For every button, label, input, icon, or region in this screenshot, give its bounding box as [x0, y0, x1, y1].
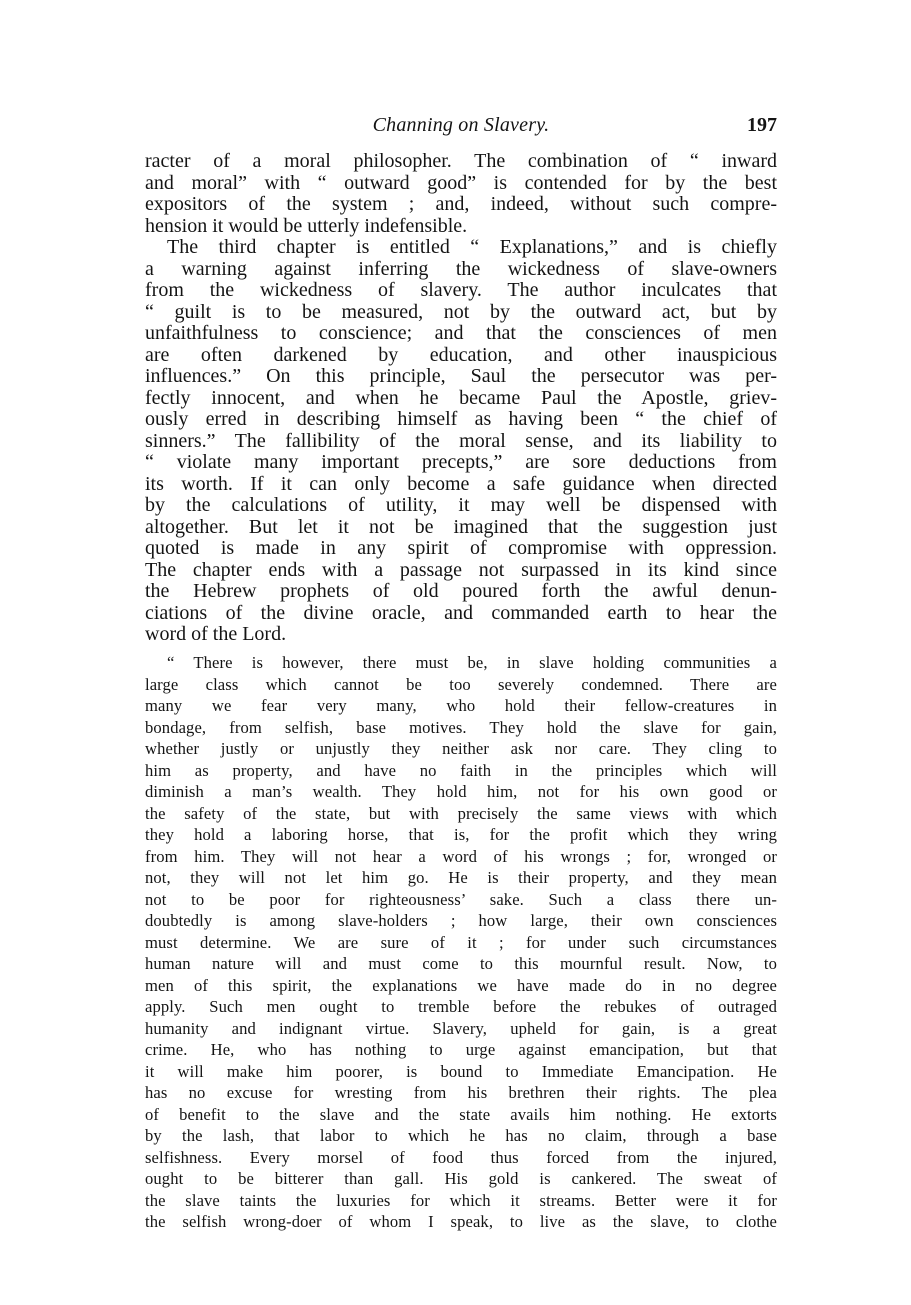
running-title: Channing on Slavery. [372, 114, 550, 136]
quote-line: humanity and indignant virtue. Slavery, upheld for gain, is a great [145, 1018, 777, 1038]
text-line: its worth. If it can only become a safe guidance when directed [145, 473, 777, 495]
quote-line: by the lash, that labor to which he has no claim, through a base [145, 1126, 777, 1145]
text-line: and moral” with “ outward good” is contended for by the best [145, 172, 777, 194]
text-line: The third chapter is entitled “ Explanations,” and is chiefly [167, 237, 777, 258]
text-line: from the wickedness of slavery. The author inculcates that [145, 280, 777, 301]
quote-line: must determine. We are sure of it ; for under such circumstances [145, 932, 777, 952]
quote-line: ought to be bitterer than gall. His gold is cankered. The sweat of [145, 1169, 777, 1188]
text-line: “ guilt is to be measured, not by the outward act, but by [145, 301, 777, 323]
quote-line: not, they will not let him go. He is their property, and they mean [145, 868, 777, 887]
quote-line: the safety of the state, but with precisely the same views with which [145, 803, 777, 823]
page-number: 197 [747, 114, 777, 136]
quote-line: it will make him poorer, is bound to Immediate Emancipation. He [145, 1061, 777, 1081]
quote-line: crime. He, who has nothing to urge against emancipation, but that [145, 1040, 777, 1059]
text-line: unfaithfulness to conscience; and that the consciences of men [145, 323, 777, 344]
text-line: ciations of the divine oracle, and commanded earth to hear the [145, 602, 777, 624]
quote-line: not to be poor for righteousness’ sake. Such a class there un- [145, 889, 777, 909]
text-line: altogether. But let it not be imagined that the suggestion just [145, 516, 777, 538]
quote-line: the slave taints the luxuries for which it streams. Better were it for [145, 1190, 777, 1210]
quote-line: diminish a man’s wealth. They hold him, not for his own good or [145, 782, 777, 801]
text-line: The chapter ends with a passage not surpassed in its kind since [145, 559, 777, 581]
text-line: quoted is made in any spirit of compromise with oppression. [145, 538, 777, 559]
quote-line: “ There is however, there must be, in slave holding communities a [167, 653, 777, 672]
text-line: by the calculations of utility, it may well be dispensed with [145, 495, 777, 516]
block-quote [145, 652, 777, 1233]
paragraph-third-chapter [145, 237, 777, 646]
text-line: the Hebrew prophets of old poured forth the awful denun- [145, 581, 777, 602]
quote-line: the selfish wrong-doer of whom I speak, to live as the slave, to clothe [145, 1212, 777, 1231]
quote-line: whether justly or unjustly they neither ask nor care. They cling to [145, 739, 777, 758]
text-line: sinners.” The fallibility of the moral sense, and its liability to [145, 430, 777, 452]
quote-line: him as property, and have no faith in the principles which will [145, 760, 777, 780]
text-line: fectly innocent, and when he became Paul the Apostle, griev- [145, 387, 777, 409]
text-line: hension it would be utterly indefensible. [145, 215, 468, 237]
text-line: are often darkened by education, and other inauspicious [145, 344, 777, 366]
body-text [145, 151, 777, 646]
quote-line: many we fear very many, who hold their fellow-creatures in [145, 696, 777, 715]
text-line: expositors of the system ; and, indeed, without such compre- [145, 194, 777, 215]
text-line: ously erred in describing himself as having been “ the chief of [145, 409, 777, 430]
quote-line: human nature will and must come to this mournful result. Now, to [145, 954, 777, 973]
quote-line: bondage, from selfish, base motives. They hold the slave for gain, [145, 717, 777, 737]
text-line: a warning against inferring the wickedness of slave-owners [145, 258, 777, 280]
text-line: word of the Lord. [145, 624, 287, 645]
quote-line: large class which cannot be too severely condemned. There are [145, 674, 777, 694]
quote-line: has no excuse for wresting from his brethren their rights. The plea [145, 1083, 777, 1102]
paragraph-continuation [145, 151, 777, 237]
running-head [145, 114, 777, 136]
quote-line: doubtedly is among slave-holders ; how large, their own consciences [145, 911, 777, 930]
quote-line: of benefit to the slave and the state avails him nothing. He extorts [145, 1104, 777, 1124]
quote-line: they hold a laboring horse, that is, for the profit which they wring [145, 825, 777, 844]
quote-line: from him. They will not hear a word of his wrongs ; for, wronged or [145, 846, 777, 866]
text-line: racter of a moral philosopher. The combination of “ inward [145, 151, 777, 172]
text-line: “ violate many important precepts,” are sore deductions from [145, 452, 777, 473]
quote-line: men of this spirit, the explanations we have made do in no degree [145, 975, 777, 995]
text-line: influences.” On this principle, Saul the persecutor was per- [145, 366, 777, 387]
quote-line: selfishness. Every morsel of food thus forced from the injured, [145, 1147, 777, 1167]
quote-line: apply. Such men ought to tremble before the rebukes of outraged [145, 997, 777, 1016]
